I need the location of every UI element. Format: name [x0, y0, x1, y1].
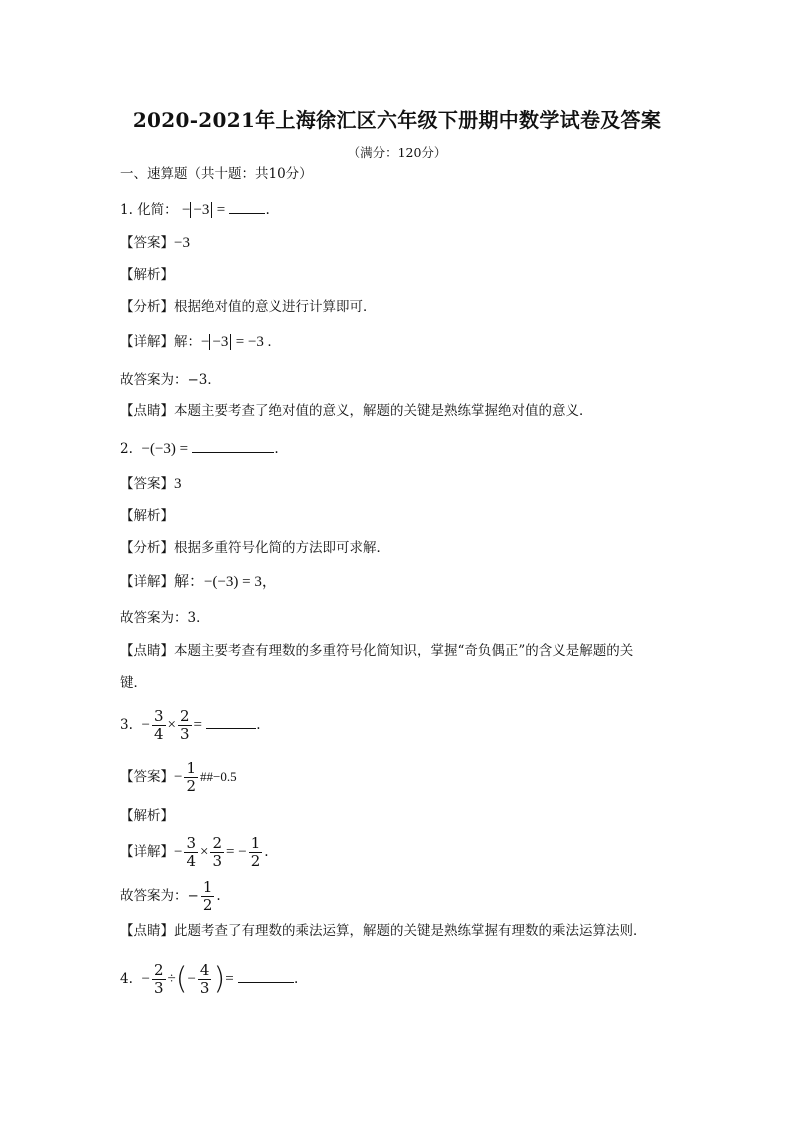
- detail-eq: = −: [226, 844, 247, 860]
- detail-neg: −: [201, 334, 210, 350]
- fraction-denominator: 2: [250, 852, 261, 870]
- detail-fraction-2-3: [210, 835, 224, 870]
- q3-final: [120, 876, 221, 916]
- q2-detail: [120, 572, 277, 592]
- detail-label: 【详解】: [120, 574, 174, 590]
- question-4: [120, 957, 298, 1001]
- fraction-numerator: 4: [199, 961, 210, 979]
- detail-abs: −3: [209, 334, 231, 350]
- question-prefix: 化简：: [137, 202, 178, 218]
- answer-neg: −: [174, 769, 183, 785]
- answer-blank: [238, 970, 294, 983]
- answer-blank: [192, 440, 274, 453]
- q3-point: [120, 921, 647, 941]
- point-text: 此题考查了有理数的乘法运算，解题的关键是熟练掌握有理数的乘法运算法则．: [174, 923, 647, 939]
- q3-analysis-label: 【解析】: [120, 808, 174, 824]
- question-end: .: [293, 971, 299, 987]
- page-title: 2020-2021年上海徐汇区六年级下册期中数学试卷及答案: [132, 108, 662, 132]
- expr-neg: −: [181, 202, 191, 218]
- detail-neg: −: [174, 844, 183, 860]
- expr-eq: =: [193, 717, 202, 733]
- question-3: [120, 705, 261, 745]
- right-paren: ): [213, 961, 226, 997]
- q1-analysis-label: 【解析】: [120, 267, 174, 283]
- q1-point: [120, 401, 593, 421]
- q2-final: 故答案为：3．: [120, 610, 210, 626]
- answer-alt: ##−0.5: [200, 769, 237, 784]
- q1-detail: [120, 332, 271, 352]
- detail-label: 【详解】: [120, 334, 174, 350]
- answer-label: 【答案】: [120, 235, 174, 251]
- detail-prefix: 解：: [174, 334, 201, 350]
- times-sign: ×: [167, 717, 176, 733]
- fenxi-text: 根据多重符号化简的方法即可求解．: [174, 540, 390, 556]
- detail-result: = −3 .: [235, 334, 272, 350]
- divide-sign: ÷: [167, 971, 176, 987]
- point-label: 【点睛】: [120, 923, 174, 939]
- fenxi-text: 根据绝对值的意义进行计算即可．: [174, 299, 377, 315]
- fraction-numerator: 2: [179, 707, 190, 725]
- page-subtitle: （满分：120分）: [347, 145, 447, 160]
- fraction-4-3: [198, 962, 212, 997]
- fraction-numerator: 1: [186, 759, 197, 777]
- fenxi-label: 【分析】: [120, 540, 174, 556]
- fraction-denominator: 4: [153, 725, 164, 743]
- q1-answer: [120, 233, 190, 253]
- fraction-denominator: 3: [212, 852, 223, 870]
- expr-eq: =: [225, 971, 234, 987]
- question-number: 2.: [120, 441, 133, 457]
- fraction-numerator: 2: [153, 961, 164, 979]
- point-label: 【点睛】: [120, 643, 174, 659]
- q2-answer: [120, 474, 182, 494]
- fraction-2-3: [152, 962, 166, 997]
- abs-value: −3: [190, 202, 212, 218]
- fraction-denominator: 3: [153, 979, 164, 997]
- q1-final: 故答案为：−3．: [120, 372, 221, 388]
- detail-text: 解：−(−3) = 3，: [174, 574, 277, 590]
- q3-detail: [120, 832, 269, 872]
- q2-point: [120, 641, 633, 661]
- section-heading: 一、速算题（共十题：共10分）: [120, 166, 313, 182]
- answer-fraction: [184, 760, 198, 795]
- answer-value: −3: [174, 235, 190, 251]
- answer-blank: [206, 716, 256, 729]
- q2-fenxi: [120, 538, 390, 558]
- fraction-denominator: 4: [186, 852, 197, 870]
- fraction-2-3: [178, 708, 192, 743]
- detail-fraction-3-4: [184, 835, 198, 870]
- final-end: .: [216, 888, 221, 904]
- answer-blank: [229, 201, 265, 214]
- question-number: 3.: [120, 717, 133, 733]
- fraction-numerator: 3: [186, 834, 197, 852]
- fraction-denominator: 3: [199, 979, 210, 997]
- inner-neg: −: [187, 971, 196, 987]
- point-text: 本题主要考查了绝对值的意义，解题的关键是熟练掌握绝对值的意义．: [174, 403, 593, 419]
- q2-analysis-label: 【解析】: [120, 508, 174, 524]
- detail-label: 【详解】: [120, 844, 174, 860]
- question-2: [120, 439, 279, 459]
- fraction-numerator: 1: [250, 834, 261, 852]
- question-end: .: [256, 717, 261, 733]
- expr-neg: −: [141, 717, 150, 733]
- fraction-numerator: 1: [202, 878, 213, 896]
- point-text-line1: 本题主要考查有理数的多重符号化简知识，掌握“奇负偶正”的含义是解题的关: [174, 643, 634, 659]
- answer-label: 【答案】: [120, 769, 174, 785]
- expr-eq: =: [216, 202, 226, 218]
- left-paren: (: [175, 961, 188, 997]
- detail-result-fraction: [249, 835, 263, 870]
- times-sign: ×: [200, 844, 209, 860]
- fenxi-label: 【分析】: [120, 299, 174, 315]
- fraction-denominator: 2: [202, 896, 213, 914]
- fraction-numerator: 3: [153, 707, 164, 725]
- question-number: 4.: [120, 971, 133, 987]
- fraction-denominator: 2: [186, 777, 197, 795]
- detail-end: .: [264, 844, 269, 860]
- final-prefix: 故答案为：−: [120, 888, 199, 904]
- question-end: .: [274, 441, 279, 457]
- question-expr: −(−3) =: [141, 441, 189, 457]
- answer-value: 3: [174, 476, 182, 492]
- question-number: 1.: [120, 202, 133, 218]
- fraction-denominator: 3: [179, 725, 190, 743]
- fraction-3-4: [152, 708, 166, 743]
- answer-label: 【答案】: [120, 476, 174, 492]
- q1-fenxi: [120, 297, 377, 317]
- final-fraction: [201, 879, 215, 914]
- expr-neg: −: [141, 971, 150, 987]
- fraction-numerator: 2: [212, 834, 223, 852]
- point-label: 【点睛】: [120, 403, 174, 419]
- question-1: [120, 200, 270, 220]
- question-end: .: [265, 202, 270, 218]
- q2-point-line2: 键．: [120, 675, 147, 691]
- q3-answer: [120, 757, 237, 797]
